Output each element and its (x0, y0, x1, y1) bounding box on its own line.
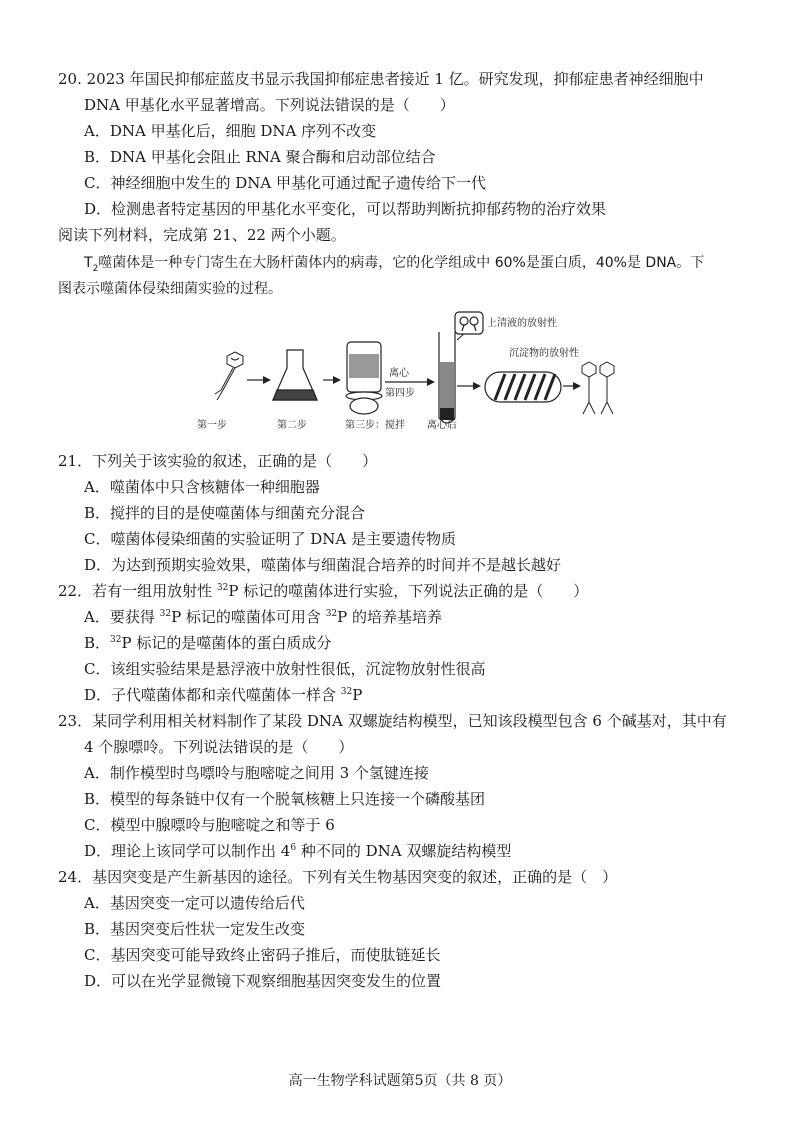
q24-option-d: D．可以在光学显微镜下观察细胞基因突变发生的位置 (84, 972, 442, 990)
step4-label: 第四步 (385, 388, 415, 399)
q23-option-a: A．制作模型时鸟嘌呤与胞嘧啶之间用 3 个氢键连接 (84, 764, 429, 782)
flask-icon (273, 350, 317, 400)
sediment-label: 沉淀物的放射性 (509, 348, 579, 359)
q23-option-b: B．模型的每条链中仅有一个脱氧核糖上只连接一个磷酸基团 (84, 790, 486, 808)
q22-number: 22． (58, 582, 93, 600)
q20-number: 20. (58, 70, 82, 88)
q23-option-c: C．模型中腺嘌呤与胞嘧啶之和等于 6 (84, 816, 335, 834)
q21-option-d: D．为达到预期实验效果，噬菌体与细菌混合培养的时间并不是越长越好 (84, 556, 562, 574)
q24-option-a: A．基因突变一定可以遗传给后代 (84, 894, 305, 912)
q22-option-a: A．要获得 $^{32}$P 标记的噬菌体可用含 $^{32}$P 的培养基培养 (84, 608, 443, 626)
phage-infection-figure (195, 310, 615, 435)
material-line2: 图表示噬菌体侵染细菌实验的过程。 (58, 281, 282, 297)
q21-option-c: C．噬菌体侵染细菌的实验证明了 DNA 是主要遗传物质 (84, 530, 456, 548)
step2-label: 第二步 (277, 420, 307, 431)
q22-option-c: C．该组实验结果是悬浮液中放射性很低，沉淀物放射性很高 (84, 660, 486, 678)
page-footer: 高一生物学科试题第5页（共 8 页） (288, 1073, 512, 1089)
q22-stem: 22．若有一组用放射性 $^{32}$P 标记的噬菌体进行实验，下列说法正确的是（ ） (58, 582, 589, 600)
q24-number: 24． (58, 868, 93, 886)
bacterium-icon (485, 372, 561, 402)
after-centrifuge-label: 离心后 (427, 420, 457, 431)
q23-stem-line2: 4 个腺嘌呤。下列说法错误的是（ ） (84, 738, 354, 756)
step1-label: 第一步 (197, 420, 227, 431)
q20-option-c: C．神经细胞中发生的 DNA 甲基化可通过配子遗传给下一代 (84, 174, 486, 192)
q24-option-c: C．基因突变可能导致终止密码子推后，而使肽链延长 (84, 946, 441, 964)
offspring-phage-icon (582, 362, 614, 414)
q23-option-d: D．理论上该同学可以制作出 $4^6$ 种不同的 DNA 双螺旋结构模型 (84, 842, 512, 860)
q21-option-a: A．噬菌体中只含核糖体一种细胞器 (84, 478, 320, 496)
q22-option-b: B．$^{32}$P 标记的是噬菌体的蛋白质成分 (84, 634, 332, 652)
supernatant-label: 上清液的放射性 (487, 318, 557, 329)
q20-stem-line1: 20. 2023 年国民抑郁症蓝皮书显示我国抑郁症患者接近 1 亿。研究发现，抑郁症患者神经细胞中 (58, 70, 704, 88)
q22-option-d: D．子代噬菌体都和亲代噬菌体一样含 $^{32}$P (84, 686, 363, 704)
q23-number: 23． (58, 712, 93, 730)
centrifuge-tube-icon (439, 332, 455, 423)
q21-option-b: B．搅拌的目的是使噬菌体与细菌充分混合 (84, 504, 366, 522)
supernatant-phage-icon (455, 312, 483, 334)
q21-number: 21． (58, 452, 93, 470)
q21-stem: 21．下列关于该实验的叙述，正确的是（ ） (58, 452, 378, 470)
q20-option-a: A．DNA 甲基化后，细胞 DNA 序列不改变 (84, 122, 377, 140)
reading-intro: 阅读下列材料，完成第 21、22 两个小题。 (58, 226, 346, 244)
phage-icon (215, 352, 243, 400)
q20-option-d: D．检测患者特定基因的甲基化水平变化，可以帮助判断抗抑郁药物的治疗效果 (84, 200, 607, 218)
q20-option-b: B．DNA 甲基化会阻止 RNA 聚合酶和启动部位结合 (84, 148, 436, 166)
q23-stem-line1: 23．某同学利用相关材料制作了某段 DNA 双螺旋结构模型，已知该段模型包含 6 个碱基对，其中有 (58, 712, 727, 730)
q24-stem: 24．基因突变是产生新基因的途径。下列有关生物基因突变的叙述，正确的是（ ） (58, 868, 618, 886)
q24-option-b: B．基因突变后性状一定发生改变 (84, 920, 306, 938)
beaker-stirrer-icon (346, 342, 382, 414)
centrifuge-label: 离心 (389, 368, 409, 379)
material-line1: $T_2$噬菌体是一种专门寄生在大肠杆菌体内的病毒，它的化学组成中 60%是蛋白质，40%是 DNA。下 (84, 255, 705, 274)
step3-label: 第三步：搅拌 (345, 420, 405, 431)
q20-stem-line2: DNA 甲基化水平显著增高。下列说法错误的是（ ） (84, 96, 455, 114)
